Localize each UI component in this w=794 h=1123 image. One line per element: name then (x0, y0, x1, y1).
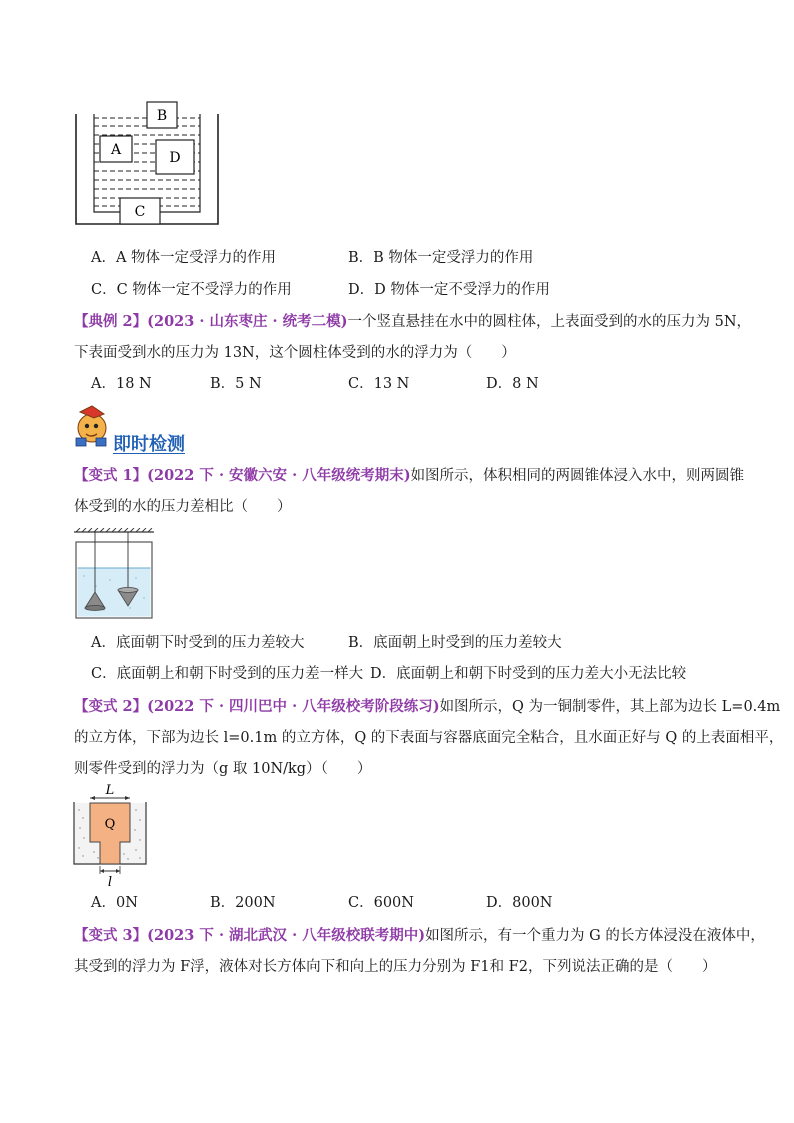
variant2-option-b[interactable]: B．200N (210, 895, 276, 911)
variant1-option-c[interactable]: C．底面朝上和朝下时受到的压力差一样大 (91, 666, 364, 682)
part-q-label: Q (104, 817, 116, 832)
variant1-line2: 体受到的水的压力差相比（ ） (74, 499, 292, 515)
example2-option-b[interactable]: B．5 N (210, 376, 262, 392)
example2-tag: 【典例 2】(2023 · 山东枣庄 · 统考二模) (74, 313, 348, 330)
figure-copper-part-q (70, 782, 150, 888)
variant2-line3: 则零件受到的浮力为（g 取 10N/kg）（ ） (74, 761, 372, 777)
variant1-line1 (74, 466, 744, 486)
section-title: 即时检测 (113, 434, 185, 455)
variant2-line1 (74, 697, 780, 717)
variant2-line2: 的立方体，下部为边长 l=0.1m 的立方体，Q 的下表面与容器底面完全粘合，且水面正好与 Q 的上表面相平， (74, 730, 784, 746)
example2-text1: 一个竖直悬挂在水中的圆柱体，上表面受到的水的压力为 5N， (347, 314, 752, 330)
block-a-label: A (110, 142, 122, 158)
variant1-option-b[interactable]: B．底面朝上时受到的压力差较大 (348, 635, 562, 651)
variant3-text1: 如图所示，有一个重力为 G 的长方体浸没在液体中， (425, 928, 765, 944)
cartoon-pencil-icon (72, 404, 110, 448)
variant1-tag: 【变式 1】(2022 下 · 安徽六安 · 八年级统考期末) (74, 467, 411, 484)
variant1-option-a[interactable]: A．底面朝下时受到的压力差较大 (91, 635, 305, 651)
variant2-text1: 如图所示，Q 为一铜制零件，其上部为边长 L=0.4m (439, 699, 781, 715)
variant1-text1: 如图所示，体积相同的两圆锥体浸入水中，则两圆锥 (410, 468, 745, 484)
variant2-option-a[interactable]: A．0N (91, 895, 138, 911)
example2-option-c[interactable]: C．13 N (348, 376, 410, 392)
example2-option-a[interactable]: A．18 N (91, 376, 152, 392)
variant1-option-d[interactable]: D．底面朝上和朝下时受到的压力差大小无法比较 (370, 666, 687, 682)
variant2-tag: 【变式 2】(2022 下 · 四川巴中 · 八年级校考阶段练习) (74, 698, 440, 715)
example2-option-d[interactable]: D．8 N (486, 376, 539, 392)
example2-line1 (74, 312, 751, 332)
variant2-option-d[interactable]: D．800N (486, 895, 553, 911)
q1-option-b[interactable]: B．B 物体一定受浮力的作用 (348, 250, 534, 266)
variant3-line2: 其受到的浮力为 F浮，液体对长方体向下和向上的压力分别为 F1和 F2，下列说法正确的是（ ） (74, 959, 717, 975)
example2-line2: 下表面受到水的压力为 13N，这个圆柱体受到的水的浮力为（ ） (74, 345, 516, 361)
q1-option-d[interactable]: D．D 物体一定不受浮力的作用 (348, 282, 550, 298)
q1-option-c[interactable]: C．C 物体一定不受浮力的作用 (91, 282, 292, 298)
dimension-l-label: l (107, 875, 113, 888)
figure-cones-in-water (74, 528, 154, 620)
dimension-L-label: L (105, 783, 115, 798)
block-c-label: C (134, 204, 146, 220)
q1-option-a[interactable]: A．A 物体一定受浮力的作用 (91, 250, 277, 266)
variant2-option-c[interactable]: C．600N (348, 895, 414, 911)
variant3-line1 (74, 926, 765, 946)
variant3-tag: 【变式 3】(2023 下 · 湖北武汉 · 八年级校联考期中) (74, 927, 426, 944)
figure-buoyancy-blocks (72, 100, 222, 230)
block-b-label: B (156, 108, 168, 124)
block-d-label: D (169, 150, 181, 166)
